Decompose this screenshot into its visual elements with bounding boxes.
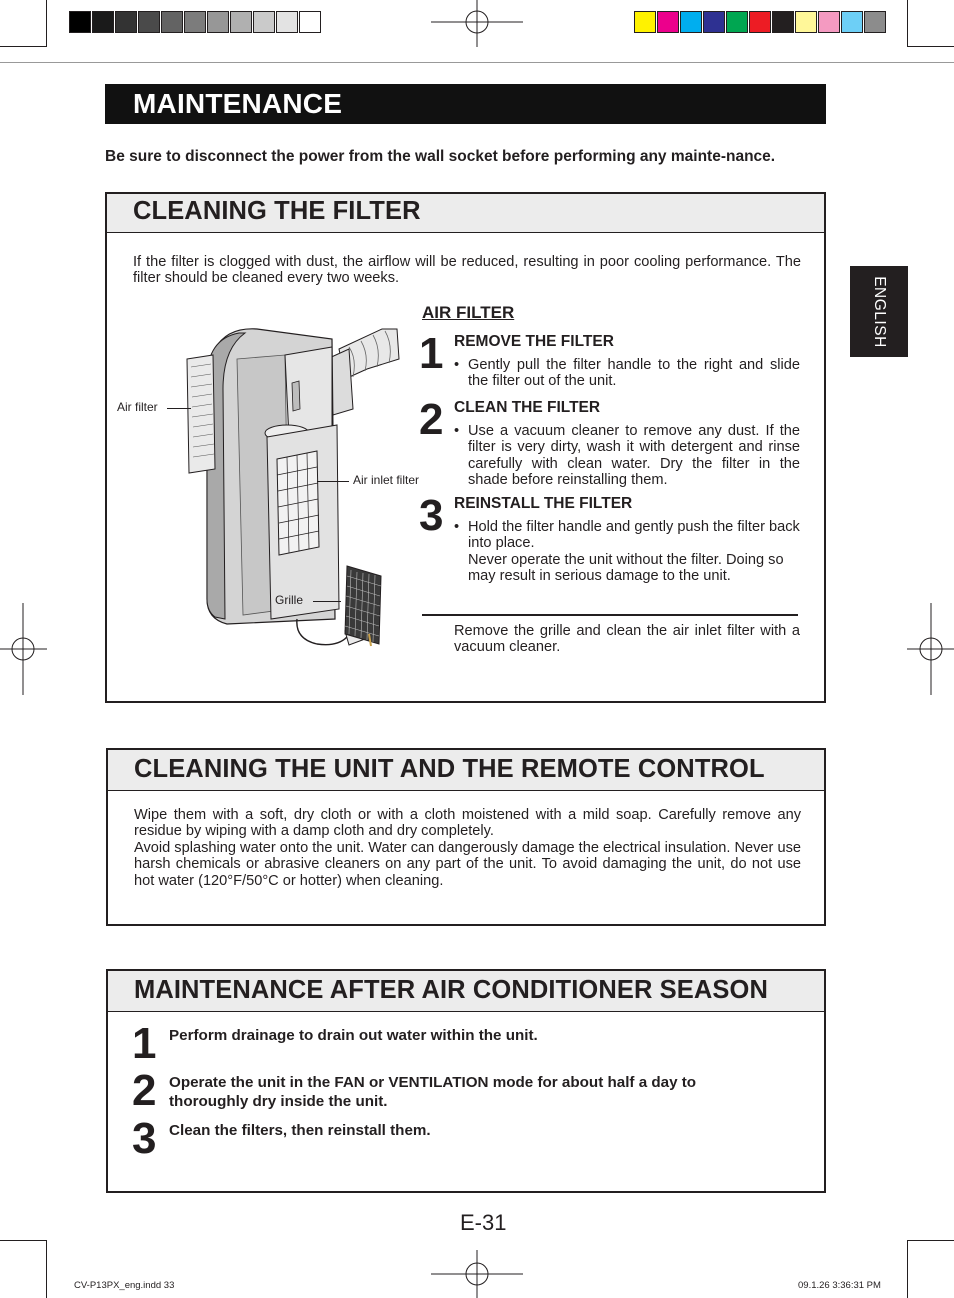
gray-swatch-7: [207, 11, 229, 33]
unit-section-header: [108, 750, 824, 791]
color-swatch-7: [772, 11, 794, 33]
gray-swatch-2: [92, 11, 114, 33]
bullet-dot: •: [454, 519, 460, 535]
gray-swatch-6: [184, 11, 206, 33]
color-swatch-5: [726, 11, 748, 33]
language-tab-label: ENGLISH: [871, 275, 888, 348]
unit-section-para-2: Avoid splashing water onto the unit. Water can dangerously damage the electrical insulation. Never use harsh chemicals or abrasive cleaners on any part of the unit. To avoid damaging the unit, do not use hot water (120°F/50°C or hotter) when cleaning.: [134, 840, 801, 889]
registration-mark-right: [907, 603, 954, 695]
color-swatch-11: [864, 11, 886, 33]
season-step-2-number: 2: [132, 1066, 157, 1115]
filter-step-1-title: REMOVE THE FILTER: [454, 333, 614, 350]
gray-swatch-10: [276, 11, 298, 33]
air-filter-label: Air filter: [117, 400, 158, 414]
filter-step-2-title: CLEAN THE FILTER: [454, 399, 601, 416]
unit-section: [106, 748, 826, 926]
air-inlet-filter-leader: [317, 481, 349, 482]
grille-note-divider: [422, 614, 798, 616]
filter-step-1-number: 1: [419, 329, 444, 378]
season-section-header: [108, 971, 824, 1012]
filter-step-3-number: 3: [419, 491, 444, 540]
filter-section-header: [107, 194, 824, 233]
color-swatch-4: [703, 11, 725, 33]
filter-section-title: CLEANING THE FILTER: [133, 197, 421, 225]
gray-swatch-1: [69, 11, 91, 33]
season-section-title: MAINTENANCE AFTER AIR CONDITIONER SEASON: [134, 976, 768, 1004]
page-header: [105, 84, 826, 124]
unit-section-title: CLEANING THE UNIT AND THE REMOTE CONTROL: [134, 755, 765, 783]
footer-timestamp: 09.1.26 3:36:31 PM: [798, 1280, 881, 1291]
page-title: MAINTENANCE: [133, 88, 343, 119]
gray-swatch-4: [138, 11, 160, 33]
color-swatch-2: [657, 11, 679, 33]
footer-file-info: CV-P13PX_eng.indd 33: [74, 1280, 175, 1291]
grille-note: Remove the grille and clean the air inlet filter with a vacuum cleaner.: [454, 623, 800, 656]
air-inlet-filter-label: Air inlet filter: [353, 473, 420, 487]
filter-step-2-text: • Use a vacuum cleaner to remove any dust. If the filter is very dirty, wash it with detergent and rinse carefully with clean water. Dry the filter in the shade before reinstalling them.: [454, 423, 800, 488]
grille-illustration: [339, 564, 387, 648]
color-swatch-10: [841, 11, 863, 33]
season-step-1-number: 1: [132, 1019, 157, 1068]
season-step-3-text: Clean the filters, then reinstall them.: [169, 1122, 431, 1139]
gray-swatch-11: [299, 11, 321, 33]
filter-intro: If the filter is clogged with dust, the airflow will be reduced, resulting in poor cooling performance. The filter should be cleaned every two weeks.: [133, 254, 801, 287]
gray-swatch-8: [230, 11, 252, 33]
gray-swatch-5: [161, 11, 183, 33]
season-step-3-number: 3: [132, 1114, 157, 1163]
registration-mark-bottom: [431, 1250, 523, 1298]
season-step-1-text: Perform drainage to drain out water within the unit.: [169, 1027, 538, 1044]
color-swatch-9: [818, 11, 840, 33]
color-swatch-1: [634, 11, 656, 33]
filter-step-2-number: 2: [419, 395, 444, 444]
season-section: [106, 969, 826, 1193]
color-swatch-3: [680, 11, 702, 33]
registration-mark-top: [431, 0, 523, 47]
filter-step-3-text: • Hold the filter handle and gently push the filter back into place. Never operate the unit without the filter. Doing so may result in serious damage to the unit.: [454, 519, 800, 584]
air-filter-heading: AIR FILTER: [422, 303, 515, 322]
gray-swatch-3: [115, 11, 137, 33]
language-tab: [850, 266, 908, 357]
page-number: E-31: [460, 1210, 507, 1235]
power-warning: Be sure to disconnect the power from the wall socket before performing any mainte-nance.: [105, 148, 776, 165]
air-filter-leader: [167, 408, 191, 409]
grille-label: Grille: [275, 593, 304, 607]
filter-section: [105, 192, 826, 703]
bullet-dot: •: [454, 357, 460, 373]
gray-swatch-9: [253, 11, 275, 33]
registration-mark-left: [0, 603, 47, 695]
unit-section-para-1: Wipe them with a soft, dry cloth or with a cloth moistened with a mild soap. Carefully remove any residue by wiping with a damp cloth and dry completely.: [134, 807, 801, 840]
filter-step-1-text: • Gently pull the filter handle to the right and slide the filter out of the unit.: [454, 357, 800, 390]
color-swatch-8: [795, 11, 817, 33]
season-step-2-text: Operate the unit in the FAN or VENTILATION mode for about half a day to thoroughly dry inside the unit.: [169, 1074, 697, 1110]
filter-step-3-title: REINSTALL THE FILTER: [454, 495, 633, 512]
bullet-dot: •: [454, 423, 460, 439]
color-swatch-6: [749, 11, 771, 33]
grille-leader: [313, 601, 341, 602]
